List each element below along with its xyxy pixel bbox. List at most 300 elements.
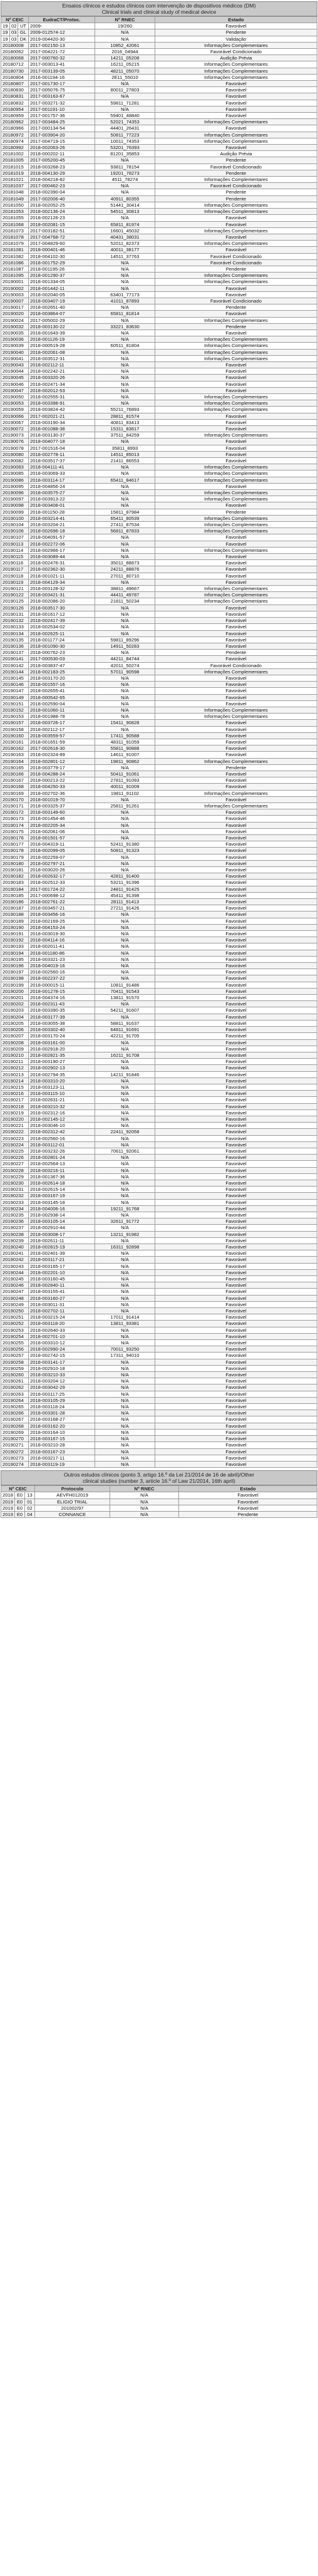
cell-eu: 2018-003117-25 [29, 1391, 95, 1397]
cell-eu: 2018-002910-44 [29, 1225, 95, 1231]
cell-ceic: 20190160 [1, 732, 29, 739]
cell-est: Favorável [155, 656, 317, 662]
cell-eu: 2017-000530-03 [29, 656, 95, 662]
cell-est: Favorável [155, 771, 317, 777]
cell-ceic: 20190212 [1, 1065, 29, 1071]
trial-row [1, 74, 317, 80]
trial-row [1, 982, 317, 988]
cell-ceic: 20181015 [1, 164, 29, 170]
cell-rnec: N/A [95, 36, 155, 42]
trial-row [1, 739, 317, 745]
cell-eu: 2018-001442-11 [29, 285, 95, 291]
cell-sub: 01 [25, 1498, 35, 1505]
cell-sub: UT [18, 23, 29, 29]
cell-est: Favorável [155, 899, 317, 905]
trial-row [1, 304, 317, 311]
cell-rnec: N/A [110, 1498, 179, 1505]
cell-est: Favorável [155, 1231, 317, 1237]
cell-eu: 2018-003019-30 [29, 931, 95, 937]
cell-eu: 2018-003320-26 [29, 375, 95, 381]
cell-ceic: 20190131 [1, 611, 29, 617]
cell-ceic: 20190082 [1, 458, 29, 464]
cell-rnec: N/A [95, 1116, 155, 1122]
cell-est: Favorável [155, 643, 317, 649]
cell-eu: 2018-002910-18 [29, 1365, 95, 1371]
cell-ceic: 20190207 [1, 1033, 29, 1039]
trial-row [1, 470, 317, 477]
cell-est: Favorável [155, 534, 317, 541]
trial-row [1, 1091, 317, 1097]
cell-ceic: 20190085 [1, 470, 29, 477]
cell-rnec: 65411_84617 [95, 477, 155, 483]
trial-row [1, 1078, 317, 1084]
cell-est: Favorável [155, 745, 317, 752]
cell-eu: 2018-003160-45 [29, 1276, 95, 1282]
cell-sub: GL [18, 29, 29, 36]
cell-est: Informações Complementares [155, 241, 317, 247]
cell-rnec: N/A [95, 931, 155, 937]
trial-row [1, 541, 317, 547]
cell-eu: 2018-003167-19 [29, 1193, 95, 1199]
cell-rnec: 27811_91093 [95, 777, 155, 784]
cell-ceic: 20190145 [1, 675, 29, 681]
trial-row [1, 381, 317, 387]
cell-est: Favorável [155, 573, 317, 579]
cell-ceic: 20190158 [1, 726, 29, 732]
trial-row [1, 1109, 317, 1116]
trial-row [1, 988, 317, 994]
cell-eu: 2018-002742-15 [29, 1353, 95, 1359]
trial-row [1, 662, 317, 668]
cell-ceic: 20190172 [1, 809, 29, 816]
cell-eu: 2018-001651-59 [29, 739, 95, 745]
cell-eu: 2017-003904-20 [29, 132, 95, 138]
trial-row [1, 752, 317, 758]
cell-ceic: 20190147 [1, 688, 29, 694]
cell-rnec: 15411_90828 [95, 720, 155, 726]
cell-rnec: 4511_78274 [95, 177, 155, 183]
cell-est: Favorável [155, 784, 317, 790]
trial-row [1, 496, 317, 502]
cell-est: Favorável [155, 988, 317, 994]
cell-rnec: 19811_91102 [95, 790, 155, 796]
cell-rnec: N/A [95, 1225, 155, 1231]
cell-eu: 2018-003105-29 [29, 1397, 95, 1403]
cell-ceic: 20190259 [1, 1365, 29, 1371]
cell-est: Favorável [155, 1384, 317, 1391]
trial-row [1, 1155, 317, 1161]
cell-ceic: 20190170 [1, 796, 29, 802]
cell-rnec: 37511_84259 [95, 432, 155, 439]
trial-row [1, 361, 317, 368]
cell-ceic: 20190045 [1, 375, 29, 381]
table2-title-pt: Outros estudos clínicos (ponto 3, artigo 16.º da Lei 21/2014 de 16 de abril)/Other [63, 1472, 255, 1478]
cell-ceic: 20190218 [1, 1103, 29, 1109]
cell-eu: 2017-003271-32 [29, 100, 95, 106]
cell-est: Favorável [155, 1321, 317, 1327]
cell-rnec: N/A [95, 1455, 155, 1461]
cell-est: Favorável [155, 1461, 317, 1467]
trial-row [1, 975, 317, 982]
cell-est: Favorável [155, 1193, 317, 1199]
trial-row [1, 688, 317, 694]
trial-row [1, 586, 317, 592]
table1-title [1, 1, 317, 16]
cell-ceic: 19 [1, 36, 10, 42]
trial-row [1, 1103, 317, 1109]
cell-ceic: 20181019 [1, 170, 29, 176]
cell-rnec: 21811_50234 [95, 598, 155, 605]
cell-rnec: N/A [95, 330, 155, 336]
cell-est: Informações Complementares [155, 592, 317, 598]
cell-est: Favorável [155, 285, 317, 291]
cell-est: Pendente [179, 1511, 317, 1517]
trial-row [1, 1269, 317, 1275]
cell-rnec: 19211_91768 [95, 1205, 155, 1212]
cell-rnec: 70611_92061 [95, 1148, 155, 1154]
cell-est: Favorável [155, 1455, 317, 1461]
cell-est: Favorável [155, 969, 317, 975]
cell-eu: 2018-002012-53 [29, 387, 95, 393]
cell-rnec: N/A [95, 1109, 155, 1116]
trial-row [1, 611, 317, 617]
trial-row [1, 777, 317, 784]
cell-ceic: 20190271 [1, 1442, 29, 1448]
cell-eu: 2018-002778-11 [29, 451, 95, 457]
cell-rnec: N/A [95, 259, 155, 266]
cell-rnec: N/A [95, 1423, 155, 1429]
cell-eu: 2018-003190-34 [29, 419, 95, 425]
cell-ceic: 20190228 [1, 1167, 29, 1173]
cell-eu: 2018-002815-19 [29, 1244, 95, 1250]
cell-rnec: N/A [95, 1014, 155, 1020]
trial-row [1, 880, 317, 886]
cell-eu: 2018-003864-07 [29, 311, 95, 317]
cell-ceic: 20190113 [1, 541, 29, 547]
cell-ceic: 20180068 [1, 55, 29, 61]
cell-ceic: 20190187 [1, 905, 29, 911]
cell-ceic: 20190001 [1, 279, 29, 285]
trial-row [1, 566, 317, 573]
cell-rnec: N/A [95, 1436, 155, 1442]
cell-est: Favorável [155, 23, 317, 29]
cell-ceic: 20181078 [1, 234, 29, 240]
cell-ceic: 20190237 [1, 1225, 29, 1231]
trial-row [1, 1404, 317, 1410]
cell-ceic: 20190119 [1, 579, 29, 585]
trial-row [1, 125, 317, 132]
trial-row [1, 579, 317, 585]
cell-est: Favorável [155, 675, 317, 681]
cell-est: Pendente [155, 323, 317, 330]
cell-ceic: 20180832 [1, 100, 29, 106]
trial-row [1, 931, 317, 937]
trial-row [1, 956, 317, 962]
cell-ceic: 20190263 [1, 1391, 29, 1397]
trial-row [1, 81, 317, 87]
cell-ceic: 20190164 [1, 758, 29, 764]
trial-row [1, 1461, 317, 1467]
cell-rnec: 65811_81814 [95, 311, 155, 317]
cell-rnec: 14611_91007 [95, 752, 155, 758]
cell-eu: 2018-003210-28 [29, 1442, 95, 1448]
cell-rnec: N/A [95, 1333, 155, 1339]
cell-rnec: N/A [95, 541, 155, 547]
cell-rnec: 48311_91059 [95, 739, 155, 745]
cell-est: Favorável [155, 1269, 317, 1275]
cell-est: Favorável [155, 1429, 317, 1435]
cell-rnec: N/A [95, 707, 155, 713]
cell-eu: 2018-002237-22 [29, 975, 95, 982]
cell-rnec: N/A [95, 439, 155, 445]
cell-est: Favorável [155, 1123, 317, 1129]
cell-eu: 2018-003310-20 [29, 1078, 95, 1084]
cell-eu: 2018-003055-38 [29, 1020, 95, 1026]
cell-ceic: 20190248 [1, 1295, 29, 1301]
cell-eu: 2018-003170-24 [29, 1033, 95, 1039]
trial-row [1, 195, 317, 202]
trial-row [1, 266, 317, 272]
cell-rnec: N/A [95, 189, 155, 195]
cell-rnec: 81201_35853 [95, 151, 155, 157]
cell-est: Favorável [155, 1155, 317, 1161]
trial-row [1, 1129, 317, 1135]
cell-eu: 2018-003167-15 [29, 1436, 95, 1442]
trial-row [1, 439, 317, 445]
cell-eu: 2018-002086-20 [29, 598, 95, 605]
cell-ceic: 20190226 [1, 1155, 29, 1161]
cell-rnec: 13811_93381 [95, 1321, 155, 1327]
cell-eu: 2018-003310-12 [29, 1340, 95, 1346]
trial-row [1, 477, 317, 483]
cell-eu: 2017-004829-60 [29, 241, 95, 247]
trial-row [1, 714, 317, 720]
cell-est: Favorável [155, 1199, 317, 1205]
cell-eu: 2018-003114-17 [29, 477, 95, 483]
cell-rnec: N/A [95, 375, 155, 381]
study-row [1, 1492, 317, 1498]
cell-ceic: 20190157 [1, 720, 29, 726]
study-row [1, 1505, 317, 1511]
cell-rnec: N/A [95, 1257, 155, 1263]
cell-est: Informações Complementares [155, 528, 317, 534]
cell-ceic: 20190146 [1, 682, 29, 688]
cell-rnec: 58811_91637 [95, 1020, 155, 1026]
cell-rnec: N/A [95, 273, 155, 279]
cell-rnec: 44411_49787 [95, 592, 155, 598]
cell-rnec: 93811_78154 [95, 164, 155, 170]
cell-est: Favorável [155, 848, 317, 854]
cell-rnec: 27011_80710 [95, 573, 155, 579]
cell-rnec: 41011_87893 [95, 298, 155, 304]
cell-est: Favorável [155, 1289, 317, 1295]
cell-rnec: 54211_91607 [95, 1007, 155, 1014]
cell-rnec: 40011_91009 [95, 784, 155, 790]
cell-rnec: 24211_88876 [95, 566, 155, 573]
trial-row [1, 1282, 317, 1289]
trial-row [1, 138, 317, 144]
cell-est: Favorável [155, 1007, 317, 1014]
cell-est: Favorável [155, 1020, 317, 1026]
cell-eu: 2018-002259-07 [29, 854, 95, 860]
cell-eu: 2018-003117-21 [29, 1257, 95, 1263]
cell-eu: 2018-002564-13 [29, 1161, 95, 1167]
cell-ceic: 20190137 [1, 650, 29, 656]
cell-eu: 2018-003407-19 [29, 298, 95, 304]
cell-est: Favorável [155, 739, 317, 745]
cell-est: Pendente [155, 189, 317, 195]
cell-rnec: N/A [95, 1135, 155, 1141]
cell-ceic: 20181086 [1, 259, 29, 266]
cell-rnec: 10811_91486 [95, 982, 155, 988]
cell-eu: 2018-002701-10 [29, 1333, 95, 1339]
cell-est: Favorável [155, 1257, 317, 1263]
cell-eu: 2018-002126-23 [29, 215, 95, 221]
cell-rnec: 27411_87534 [95, 522, 155, 528]
cell-est: Favorável Condicionado [155, 183, 317, 189]
trial-row [1, 1231, 317, 1237]
cell-eu: 2018-002311-43 [29, 1001, 95, 1007]
cell-rnec: 52011_82373 [95, 241, 155, 247]
cell-est: Audição Prévia [155, 151, 317, 157]
cell-est: Favorável Condicionado [155, 298, 317, 304]
cell-est: Favorável [155, 381, 317, 387]
cell-ceic: 20190165 [1, 764, 29, 771]
trial-row [1, 1410, 317, 1416]
trial-row [1, 598, 317, 605]
cell-rnec: N/A [95, 1301, 155, 1307]
cell-ceic: 20190193 [1, 943, 29, 950]
cell-ceic: 20190149 [1, 694, 29, 700]
cell-est: Informações Complementares [155, 490, 317, 496]
trial-row [1, 189, 317, 195]
trial-row [1, 93, 317, 100]
cell-rnec: 70411_91543 [95, 988, 155, 994]
cell-eu: 2018-004130-29 [29, 170, 95, 176]
cell-rnec: 17311_94010 [95, 1353, 155, 1359]
cell-eu: 2018-002918-20 [29, 1046, 95, 1052]
cell-est: Favorável [155, 1103, 317, 1109]
cell-est: Favorável [155, 100, 317, 106]
cell-est: Informações Complementares [155, 138, 317, 144]
cell-rnec: N/A [95, 618, 155, 624]
trial-row [1, 796, 317, 802]
cell-est: Favorável [155, 937, 317, 943]
trial-row [1, 183, 317, 189]
cell-rnec: N/A [95, 1187, 155, 1193]
trial-row [1, 911, 317, 918]
cell-est: Informações Complementares [155, 547, 317, 553]
cell-ceic: 20190219 [1, 1109, 29, 1116]
cell-est: Favorável [155, 1148, 317, 1154]
trial-row [1, 311, 317, 317]
cell-ceic: 20190225 [1, 1148, 29, 1154]
cell-rnec: N/A [95, 1461, 155, 1467]
cell-ceic: 20190072 [1, 426, 29, 432]
cell-est: Favorável [155, 1308, 317, 1314]
cell-rnec: N/A [95, 1097, 155, 1103]
cell-rnec: N/A [95, 943, 155, 950]
cell-ceic: 20190106 [1, 528, 29, 534]
cell-eu: 2018-001126-19 [29, 336, 95, 343]
cell-rnec: N/A [95, 1155, 155, 1161]
cell-est: Informações Complementares [155, 470, 317, 477]
cell-est: Favorável [155, 1001, 317, 1007]
cell-est: Favorável [155, 1052, 317, 1058]
trial-row [1, 1084, 317, 1090]
cell-eu: 2018-004250-33 [29, 784, 95, 790]
cell-est: Favorável [155, 828, 317, 834]
cell-rnec: 52411_91380 [95, 841, 155, 848]
cell-eu: 2018-003559-57 [29, 732, 95, 739]
cell-est: Favorável [155, 1225, 317, 1231]
cell-est: Favorável [155, 943, 317, 950]
cell-rnec: N/A [95, 1212, 155, 1218]
cell-eu: 2018-001019-70 [29, 796, 95, 802]
cell-eu: 2017-005002-29 [29, 317, 95, 323]
cell-ceic: 20190196 [1, 963, 29, 969]
cell-est: Favorável [155, 1180, 317, 1186]
trial-row [1, 1321, 317, 1327]
trial-row [1, 924, 317, 930]
trial-row [1, 445, 317, 451]
cell-sub: 03 [10, 36, 18, 42]
cell-eu: 2018-003119-19 [29, 1461, 95, 1467]
cell-eu: 2018-003177-39 [29, 1014, 95, 1020]
trial-row [1, 400, 317, 407]
header2-protocolo: Protocolo [35, 1486, 110, 1492]
trial-row [1, 1020, 317, 1026]
cell-eu: 2018-004129-34 [29, 579, 95, 585]
cell-est: Favorável [155, 726, 317, 732]
cell-est: Favorável [155, 1205, 317, 1212]
trial-row [1, 867, 317, 873]
cell-est: Favorável [155, 611, 317, 617]
cell-est: Favorável [155, 1244, 317, 1250]
cell-eu: 2018-003268-23 [29, 164, 95, 170]
cell-est: Informações Complementares [155, 668, 317, 675]
cell-ceic: 20181005 [1, 157, 29, 164]
cell-est: Favorável [155, 1173, 317, 1180]
cell-est: Favorável [155, 1014, 317, 1020]
cell-rnec: 65811_81974 [95, 221, 155, 227]
cell-eu: 2018-002063-26 [29, 145, 95, 151]
trial-row [1, 1416, 317, 1423]
cell-rnec: 64811_91691 [95, 1027, 155, 1033]
cell-prot: 201002/97 [35, 1505, 110, 1511]
cell-ceic: 20190176 [1, 835, 29, 841]
cell-eu: 2018-003155-41 [29, 1289, 95, 1295]
cell-ceic: 20190153 [1, 714, 29, 720]
cell-rnec: N/A [95, 106, 155, 112]
cell-eu: 2018-002651-40 [29, 304, 95, 311]
cell-rnec: 45411_91398 [95, 892, 155, 898]
trial-row [1, 918, 317, 924]
cell-eu: 2018-002640-33 [29, 1327, 95, 1333]
cell-rnec: 60511_81804 [95, 343, 155, 349]
cell-ceic: 20190255 [1, 1340, 29, 1346]
trial-row [1, 700, 317, 707]
trial-row [1, 1442, 317, 1448]
cell-rnec: 13811_91570 [95, 995, 155, 1001]
study-row [1, 1511, 317, 1517]
cell-est: Favorável [155, 1333, 317, 1339]
cell-eu: 2017-004719-15 [29, 138, 95, 144]
cell-eu: 2018-002112-11 [29, 361, 95, 368]
cell-ceic: 20190211 [1, 1059, 29, 1065]
cell-eu: 2018-002061-08 [29, 349, 95, 355]
cell-rnec: N/A [95, 215, 155, 221]
